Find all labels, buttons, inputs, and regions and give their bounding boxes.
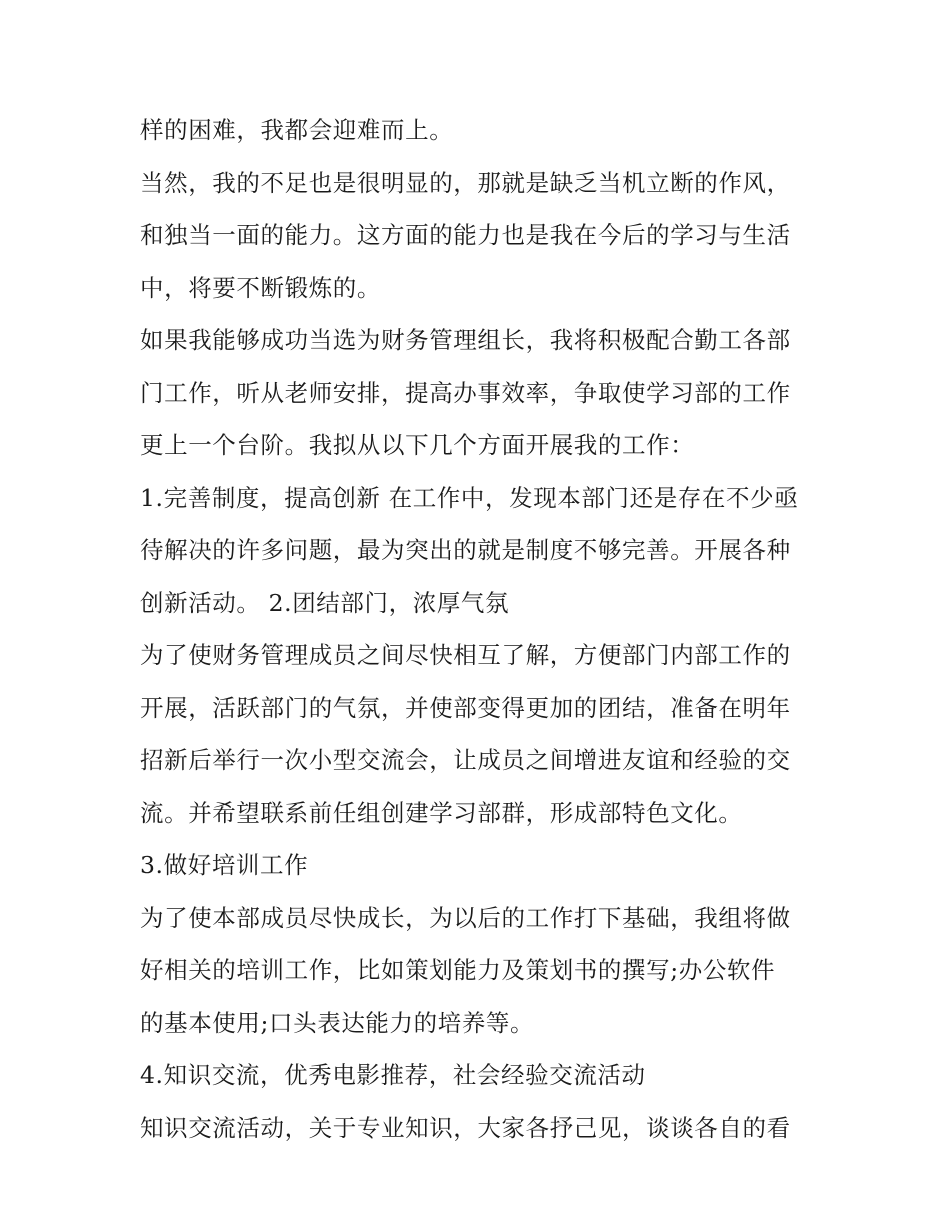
text-line: 创新活动。 2.团结部门，浓厚气氛 — [140, 588, 510, 617]
text-line: 好相关的培训工作，比如策划能力及策划书的撰写;办公软件 — [140, 956, 776, 984]
text-line: 待解决的许多问题，最为突出的就是制度不够完善。开展各种 — [140, 536, 791, 564]
text-line: 3.做好培训工作 — [140, 851, 309, 879]
text-line: 开展，活跃部门的气氛，并使部变得更加的团结，准备在明年 — [140, 693, 791, 722]
text-line: 如果我能够成功当选为财务管理组长，我将积极配合勤工各部 — [140, 326, 791, 354]
body-text — [140, 104, 815, 1154]
text-line: 门工作，听从老师安排，提高办事效率，争取使学习部的工作 — [140, 378, 791, 407]
text-line: 中，将要不断锻炼的。 — [140, 273, 381, 302]
text-line: 知识交流活动，关于专业知识，大家各抒己见，谈谈各自的看 — [140, 1113, 791, 1142]
text-line: 样的困难，我都会迎难而上。 — [140, 116, 454, 144]
text-line: 的基本使用;口头表达能力的培养等。 — [140, 1008, 535, 1037]
text-line: 当然，我的不足也是很明显的，那就是缺乏当机立断的作风， — [140, 168, 791, 197]
text-line: 1.完善制度，提高创新 在工作中，发现本部门还是存在不少亟 — [140, 483, 799, 512]
text-line: 4.知识交流，优秀电影推荐，社会经验交流活动 — [140, 1061, 646, 1089]
text-line: 流。并希望联系前任组创建学习部群，形成部特色文化。 — [140, 798, 743, 827]
text-line: 为了使本部成员尽快成长，为以后的工作打下基础，我组将做 — [140, 903, 791, 932]
text-line: 为了使财务管理成员之间尽快相互了解，方便部门内部工作的 — [140, 641, 791, 669]
text-line: 招新后举行一次小型交流会，让成员之间增进友谊和经验的交 — [140, 746, 791, 774]
text-line: 更上一个台阶。我拟从以下几个方面开展我的工作： — [140, 431, 695, 459]
text-line: 和独当一面的能力。这方面的能力也是我在今后的学习与生活 — [140, 221, 791, 249]
